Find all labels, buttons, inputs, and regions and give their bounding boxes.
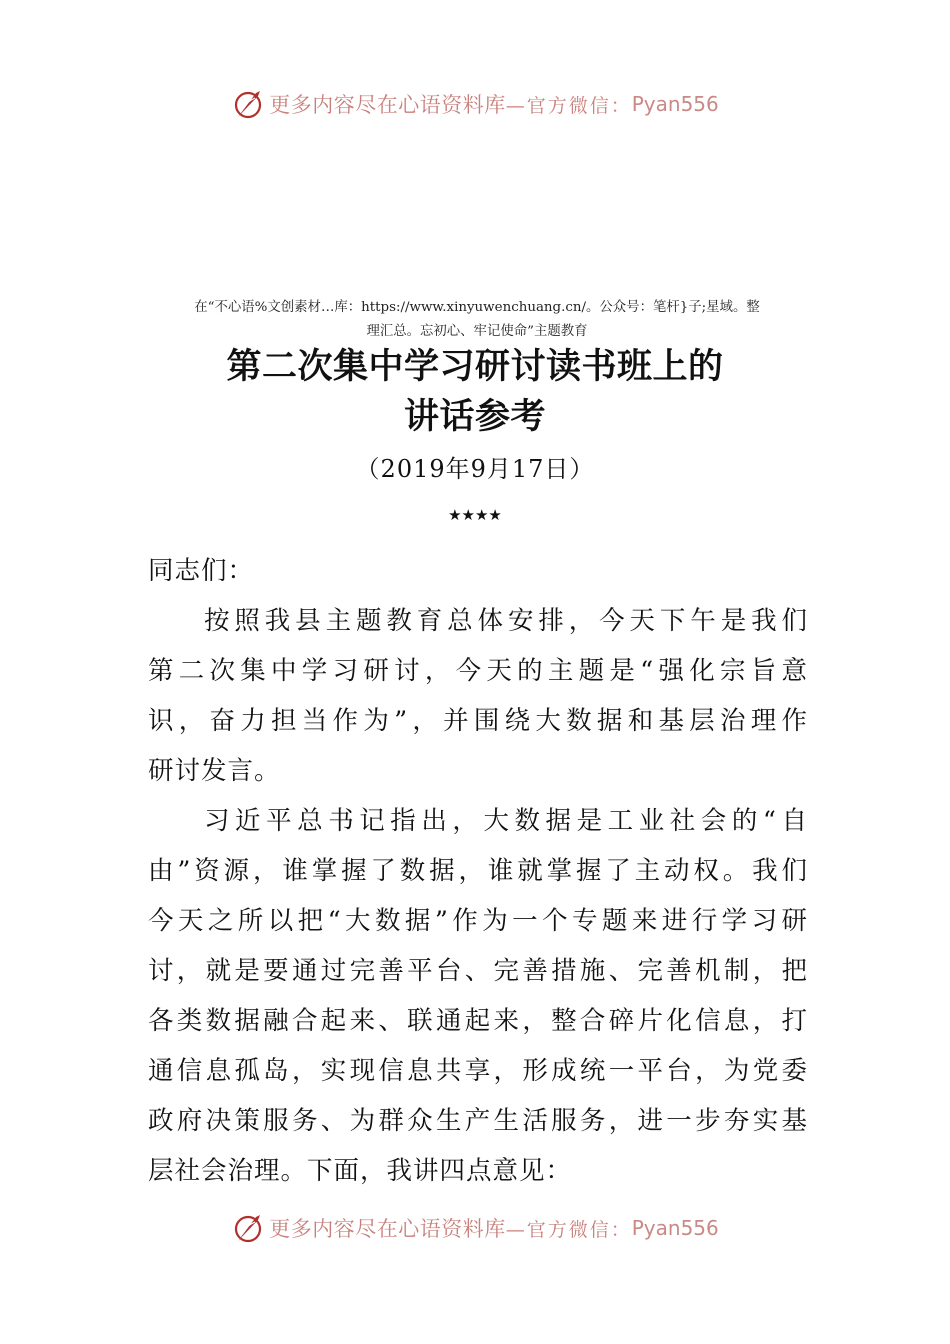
watermark-sub-text: —官方微信：	[505, 94, 632, 117]
paragraph-line: 第二次集中学习研讨，今天的主题是“强化宗旨意	[148, 656, 808, 686]
source-note-line: 理汇总。忘初心、牢记使命”主题教育	[366, 324, 588, 339]
greeting: 同志们：	[148, 556, 255, 586]
paragraph-line: 政府决策服务、为群众生产生活服务，进一步夯实基	[148, 1106, 808, 1136]
page-title	[100, 342, 850, 442]
paragraph-line: 通信息孤岛，实现信息共享，形成统一平台，为党委	[148, 1056, 808, 1086]
paragraph-line: 按照我县主题教育总体安排，今天下午是我们	[204, 606, 808, 636]
paragraph-line: 今天之所以把“大数据”作为一个专题来进行学习研	[148, 906, 808, 936]
source-note	[148, 296, 806, 344]
source-note-line: 在“不心语%文创素材…库：https://www.xinyuwenchuang.cn/。公众号：笔杆}子;星域。整	[194, 300, 760, 315]
paragraph-1	[148, 596, 808, 796]
watermark-banner-top	[0, 84, 950, 124]
paragraph-line: 习近平总书记指出，大数据是工业社会的“自	[204, 806, 808, 836]
star-divider: ★★★★	[448, 506, 502, 524]
watermark-sub-text: —官方微信：	[505, 1218, 632, 1241]
paragraph-line: 识，奋力担当作为”，并围绕大数据和基层治理作	[148, 706, 808, 736]
watermark-main-text: 更多内容尽在心语资料库	[269, 1217, 506, 1241]
quill-circle-icon	[231, 1211, 265, 1245]
title-line: 讲话参考	[403, 396, 546, 437]
paragraph-line: 各类数据融合起来、联通起来，整合碎片化信息，打	[148, 1006, 808, 1036]
paragraph-line: 讨，就是要通过完善平台、完善措施、完善机制，把	[148, 956, 808, 986]
quill-circle-icon	[231, 87, 265, 121]
paragraph-line: 层社会治理。下面，我讲四点意见：	[148, 1156, 573, 1186]
title-line: 第二次集中学习研讨读书班上的	[226, 346, 724, 387]
watermark-wechat-id: Pyan556	[631, 1216, 719, 1240]
watermark-banner-bottom	[0, 1208, 950, 1248]
paragraph-line: 研讨发言。	[148, 756, 281, 786]
document-date: （2019年9月17日）	[355, 455, 595, 483]
paragraph-2	[148, 796, 808, 1196]
watermark-main-text: 更多内容尽在心语资料库	[269, 93, 506, 117]
watermark-wechat-id: Pyan556	[631, 92, 719, 116]
paragraph-line: 由”资源，谁掌握了数据，谁就掌握了主动权。我们	[148, 856, 808, 886]
